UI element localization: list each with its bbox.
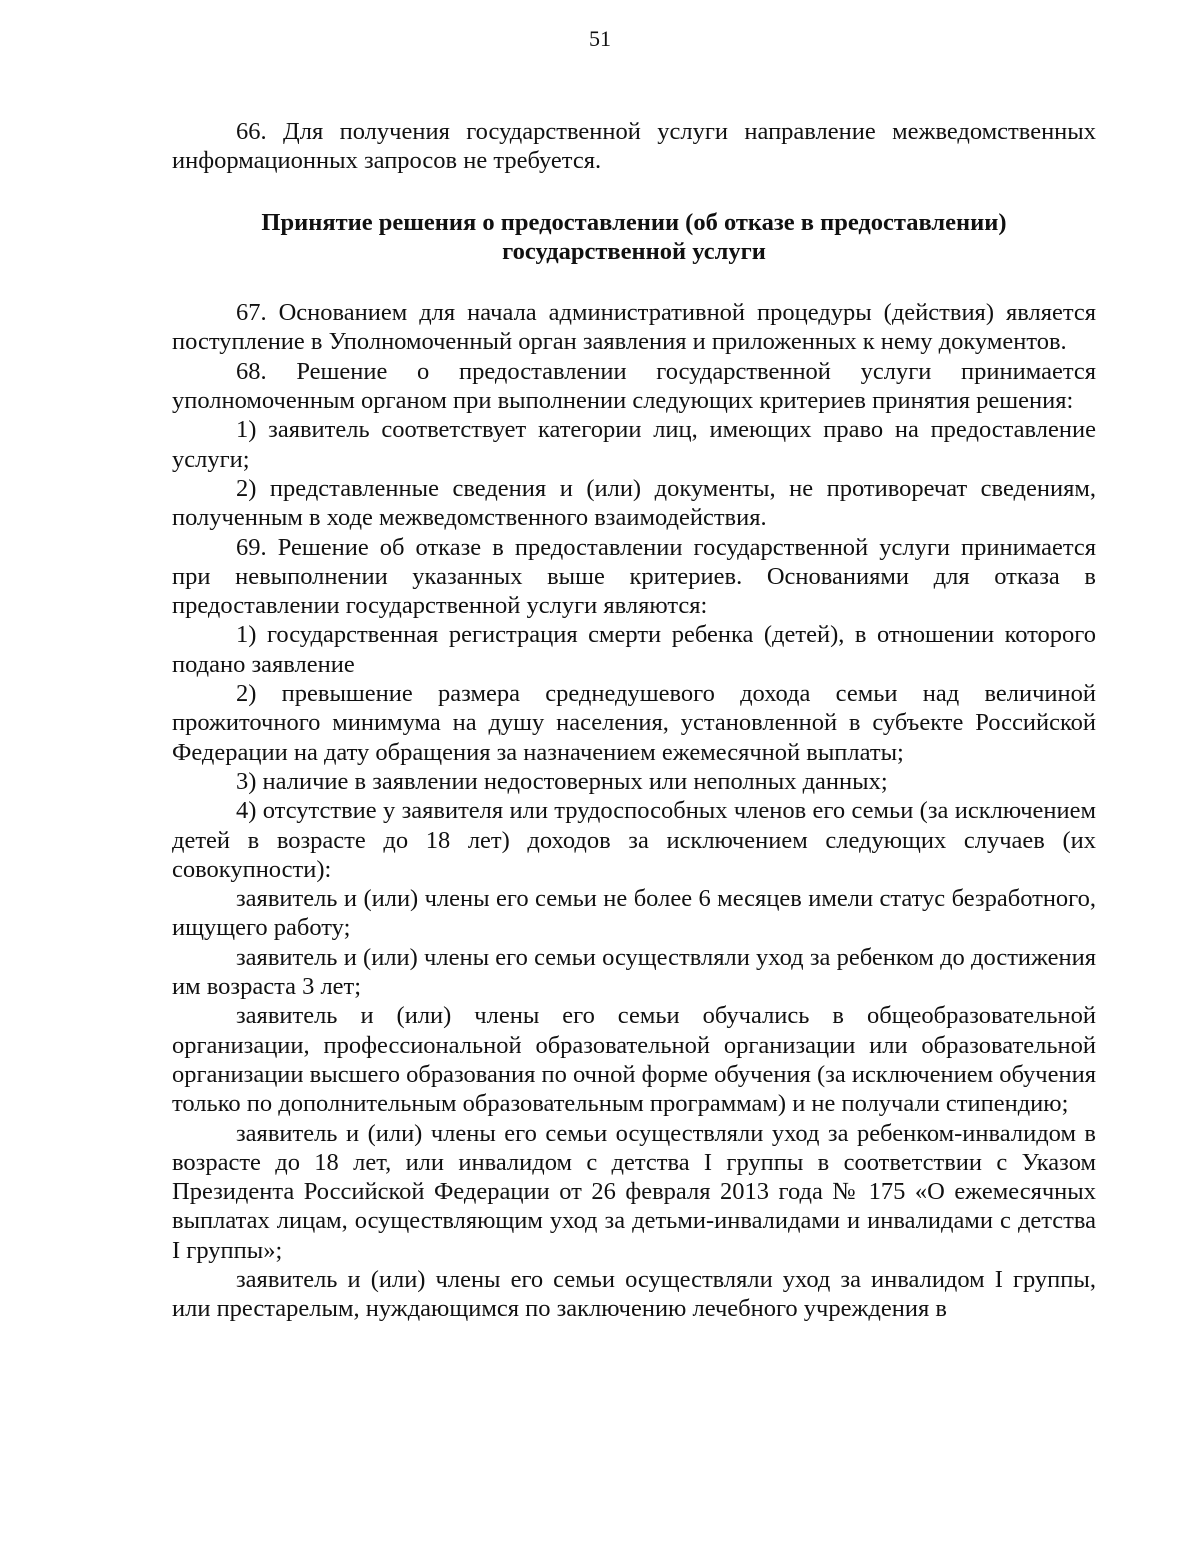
exception-case-disabled-care: заявитель и (или) члены его семьи осуществляли уход за инвалидом I группы, или престарелым, нуждающимся по заключению лечебного учреждения в [172,1265,1096,1323]
section-heading-line-1: Принятие решения о предоставлении (об отказе в предоставлении) [261,208,1007,236]
paragraph-68: 68. Решение о предоставлении государственной услуги принимается уполномоченным органом при выполнении следующих критериев принятия решения: [172,357,1096,415]
paragraph-69-item-3: 3) наличие в заявлении недостоверных или неполных данных; [236,767,888,795]
paragraph-69-item-1: 1) государственная регистрация смерти ребенка (детей), в отношении которого подано заявление [172,621,1096,678]
page-number: 51 [589,26,611,51]
paragraph-69-item-4: 4) отсутствие у заявителя или трудоспособных членов его семьи (за исключением детей в возрасте до 18 лет) доходов за исключением следующих случаев (их совокупности): [172,797,1096,883]
paragraph-67: 67. Основанием для начала административной процедуры (действия) является поступление в Уполномоченный орган заявления и приложенных к нему документов. [172,299,1096,356]
paragraph-69-item-2: 2) превышение размера среднедушевого дохода семьи над величиной прожиточного минимума на душу населения, установленной в субъекте Российской Федерации на дату обращения за назначением ежемесячной выплаты; [172,680,1096,766]
exception-case-child-care: заявитель и (или) члены его семьи осуществляли уход за ребенком до достижения им возраста 3 лет; [172,943,1096,1001]
document-body [172,117,1096,1324]
paragraph-68-item-1: 1) заявитель соответствует категории лиц, имеющих право на предоставление услуги; [172,416,1096,473]
exception-case-disabled-child-care: заявитель и (или) члены его семьи осуществляли уход за ребенком-инвалидом в возрасте до 18 лет, или инвалидом с детства I группы в соответствии с Указом Президента Российской Федерации от 26 февраля 2013 года № 175 «О ежемесячных выплатах лицам, осуществляющим уход за детьми-инвалидами и инвалидами с детства I группы»; [172,1119,1096,1264]
paragraph-66: 66. Для получения государственной услуги направление межведомственных информационных запросов не требуется. [172,118,1096,175]
section-heading [172,208,1096,267]
exception-case-unemployed: заявитель и (или) члены его семьи не более 6 месяцев имели статус безработного, ищущего работу; [172,885,1096,942]
section-heading-line-2: государственной услуги [502,237,766,265]
exception-case-education: заявитель и (или) члены его семьи обучались в общеобразовательной организации, профессиональной образовательной организации или образовательной организации высшего образования по очной форме обучения (за исключением обучения только по дополнительным образовательным программам) и не получали стипендию; [172,1002,1096,1118]
paragraph-68-item-2: 2) представленные сведения и (или) документы, не противоречат сведениям, полученным в ходе межведомственного взаимодействия. [172,474,1096,532]
paragraph-69: 69. Решение об отказе в предоставлении государственной услуги принимается при невыполнении указанных выше критериев. Основаниями для отказа в предоставлении государственной услуги являются: [172,533,1096,620]
